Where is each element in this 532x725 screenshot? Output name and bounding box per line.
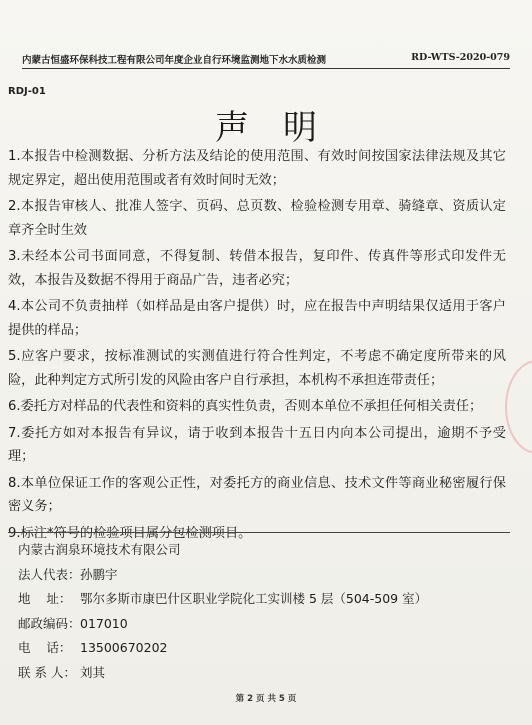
statement-item: 7.委托方如对本报告有异议，请于收到本报告十五日内向本公司提出，逾期不予受理； <box>8 425 506 464</box>
statement-item: 3.未经本公司书面同意，不得复制、转借本报告，复印件、传真件等形式印发件无效，本报告及数据不得用于商品广告，违者必究； <box>8 249 506 288</box>
statement-item: 5.应客户要求，按标准测试的实测值进行符合性判定，不考虑不确定度所带来的风险，此种判定方式所引发的风险由客户自行承担，本机构不承担连带责任； <box>8 349 506 388</box>
statement-item: 1.本报告中检测数据、分析方法及结论的使用范围、有效时间按国家法律法规及其它规定界定，超出使用范围或者有效时间时无效； <box>8 149 506 188</box>
phone-value: 13500670202 <box>80 640 168 655</box>
contact-person-value: 刘其 <box>80 664 106 680</box>
address-value: 鄂尔多斯市康巴什区职业学院化工实训楼 5 层（504-509 室） <box>80 591 428 606</box>
statement-item: 9.标注*符号的检验项目属分包检测项目。 <box>8 525 252 541</box>
legal-rep-label: 法人代表： <box>18 566 81 582</box>
page-title: 声明 <box>215 108 351 148</box>
report-number: RD-WTS-2020-079 <box>411 52 510 63</box>
phone-label: 电 话： <box>18 640 72 655</box>
report-title: 内蒙古恒盛环保科技工程有限公司年度企业自行环境监测地下水水质检测 <box>22 55 327 66</box>
legal-rep-value: 孙鹏宇 <box>80 566 118 582</box>
postcode-label: 邮政编码： <box>18 615 81 631</box>
section-divider <box>8 532 510 533</box>
contact-block <box>18 538 427 685</box>
phone-row <box>18 636 427 661</box>
report-header <box>22 52 510 69</box>
document-code: RDJ-01 <box>8 86 46 97</box>
address-label: 地 址： <box>18 591 72 606</box>
contact-person-row <box>18 661 427 686</box>
seal-stamp <box>505 360 532 454</box>
contact-person-label: 联 系 人： <box>18 664 76 680</box>
statement-item: 4.本公司不负责抽样（如样品是由客户提供）时，应在报告中声明结果仅适用于客户提供的样品； <box>8 299 506 338</box>
page-number: 第 2 页 共 5 页 <box>235 694 297 704</box>
statement-list <box>8 145 506 548</box>
company-name-row <box>18 538 427 563</box>
postcode-value: 017010 <box>80 615 128 631</box>
statement-item: 2.本报告审核人、批准人签字、页码、总页数、检验检测专用章、骑缝章、资质认定章齐全时生效 <box>8 199 506 238</box>
statement-item: 6.委托方对样品的代表性和资料的真实性负责，否则本单位不承担任何相关责任； <box>8 399 483 414</box>
postcode-row <box>18 612 427 637</box>
legal-rep-row <box>18 563 427 588</box>
company-name: 内蒙古润泉环境技术有限公司 <box>18 542 181 557</box>
address-row <box>18 587 427 612</box>
statement-item: 8.本单位保证工作的客观公正性，对委托方的商业信息、技术文件等商业秘密履行保密义务； <box>8 475 506 514</box>
